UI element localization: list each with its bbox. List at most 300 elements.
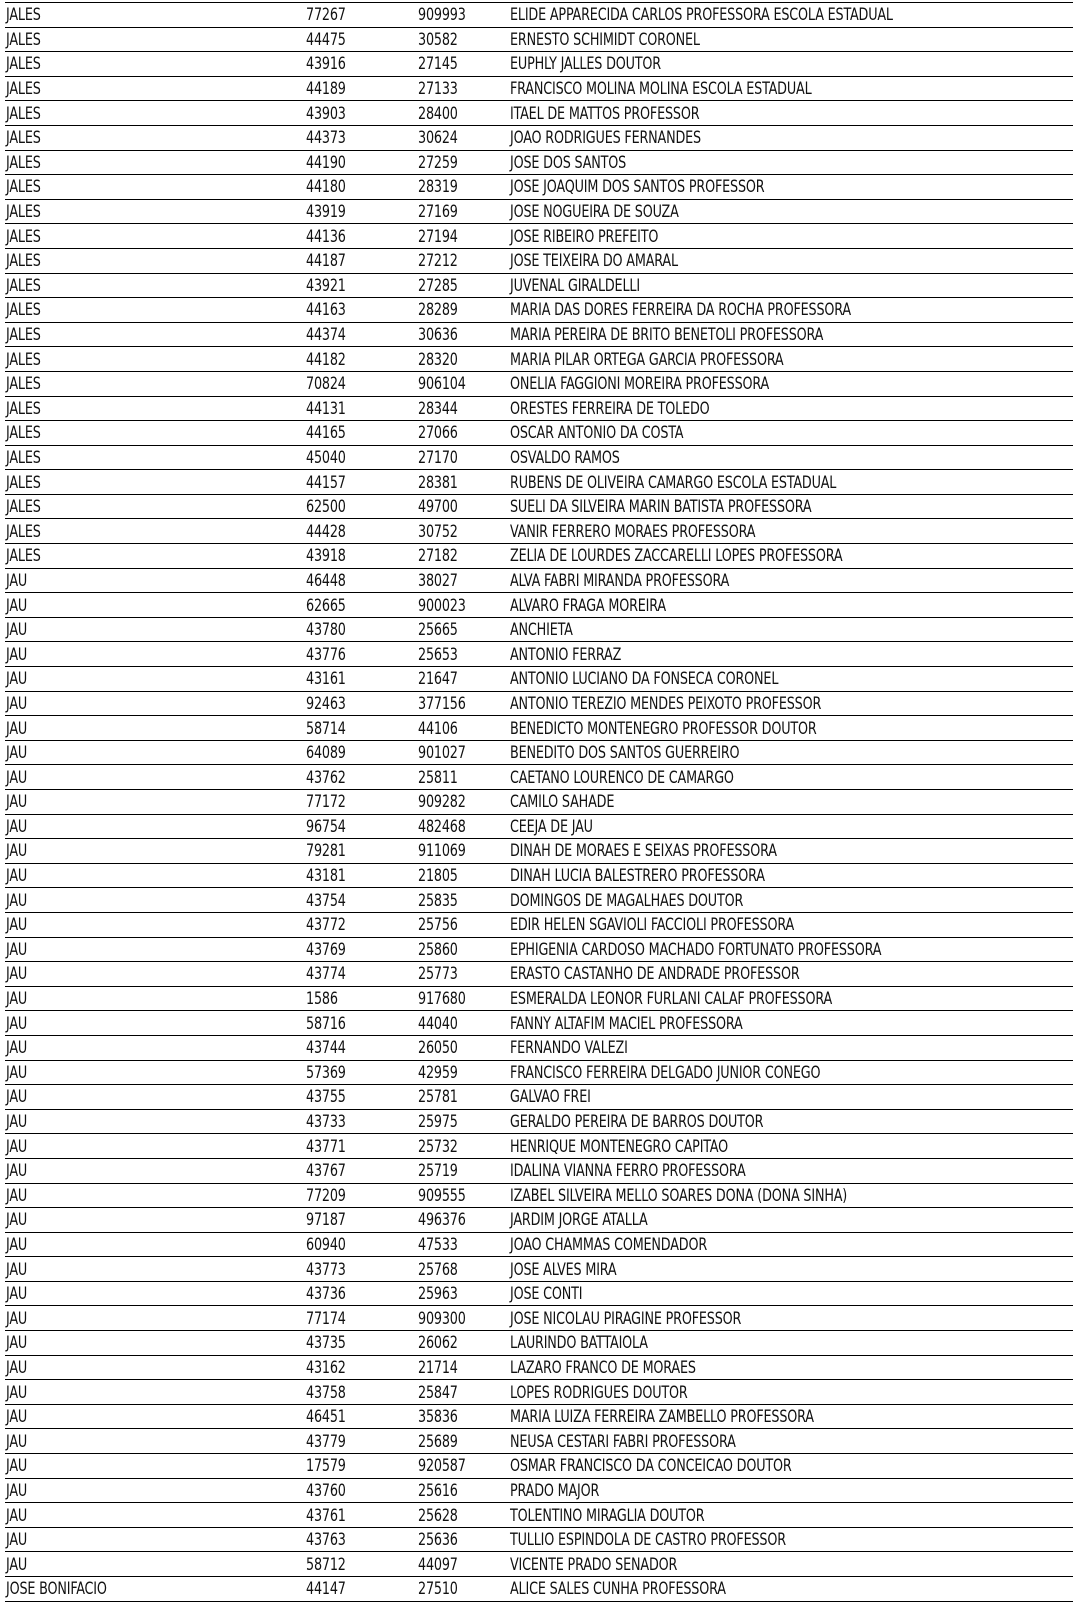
school-name-text: MARIA PEREIRA DE BRITO BENETOLI PROFESSORA (510, 325, 824, 345)
code-text: 44428 (306, 521, 346, 541)
municipality-text: JOSE BONIFACIO (6, 1579, 107, 1599)
school-id-text: 25768 (418, 1259, 458, 1279)
school-name-cell (509, 962, 1073, 987)
code-text: 44131 (306, 398, 346, 418)
code-text: 96754 (306, 816, 346, 836)
school-id-cell (417, 347, 509, 372)
school-id-text: 27259 (418, 152, 458, 172)
school-name-cell (509, 519, 1073, 544)
school-name-text: JOSE DOS SANTOS (510, 152, 627, 172)
school-id-text: 30636 (418, 325, 458, 345)
school-id-cell (417, 125, 509, 150)
municipality-text: JAU (6, 1161, 28, 1181)
municipality-text: JAU (6, 915, 28, 935)
school-id-text: 49700 (418, 497, 458, 517)
municipality-cell (5, 839, 305, 864)
municipality-cell (5, 125, 305, 150)
school-name-cell (509, 101, 1073, 126)
code-cell (305, 937, 417, 962)
municipality-cell (5, 912, 305, 937)
school-name-cell (509, 544, 1073, 569)
school-id-text: 28320 (418, 349, 458, 369)
code-text: 43758 (306, 1382, 346, 1402)
municipality-cell (5, 445, 305, 470)
table-row (5, 27, 1073, 52)
municipality-text: JALES (6, 300, 41, 320)
table-row (5, 1085, 1073, 1110)
municipality-text: JALES (6, 79, 41, 99)
code-text: 60940 (306, 1234, 346, 1254)
school-id-text: 25732 (418, 1136, 458, 1156)
school-id-text: 38027 (418, 570, 458, 590)
school-id-cell (417, 544, 509, 569)
school-id-text: 21714 (418, 1357, 458, 1377)
municipality-text: JALES (6, 226, 41, 246)
code-text: 43763 (306, 1530, 346, 1550)
school-name-cell (509, 1035, 1073, 1060)
code-text: 43779 (306, 1431, 346, 1451)
code-cell (305, 1380, 417, 1405)
school-name-cell (509, 1429, 1073, 1454)
school-name-text: ANTONIO FERRAZ (510, 644, 622, 664)
municipality-cell (5, 421, 305, 446)
school-id-text: 25835 (418, 890, 458, 910)
code-cell (305, 1454, 417, 1479)
municipality-text: JAU (6, 1136, 28, 1156)
code-cell (305, 888, 417, 913)
school-name-cell (509, 937, 1073, 962)
municipality-text: JALES (6, 152, 41, 172)
school-id-text: 909993 (418, 5, 466, 25)
municipality-text: JAU (6, 1530, 28, 1550)
school-name-text: FANNY ALTAFIM MACIEL PROFESSORA (510, 1013, 743, 1033)
table-row (5, 740, 1073, 765)
code-text: 44180 (306, 177, 346, 197)
code-cell (305, 863, 417, 888)
school-id-cell (417, 1527, 509, 1552)
school-name-cell (509, 1257, 1073, 1282)
school-name-text: DINAH LUCIA BALESTRERO PROFESSORA (510, 866, 765, 886)
school-id-text: 44106 (418, 718, 458, 738)
school-name-text: ZELIA DE LOURDES ZACCARELLI LOPES PROFESSORA (510, 546, 843, 566)
school-id-text: 28400 (418, 103, 458, 123)
school-name-cell (509, 248, 1073, 273)
code-cell (305, 1134, 417, 1159)
municipality-cell (5, 888, 305, 913)
school-id-cell (417, 740, 509, 765)
school-name-text: MARIA DAS DORES FERREIRA DA ROCHA PROFESSORA (510, 300, 851, 320)
school-name-text: DOMINGOS DE MAGALHAES DOUTOR (510, 890, 744, 910)
municipality-cell (5, 1134, 305, 1159)
code-text: 43744 (306, 1038, 346, 1058)
school-name-text: JARDIM JORGE ATALLA (510, 1210, 648, 1230)
municipality-cell (5, 642, 305, 667)
school-id-text: 26050 (418, 1038, 458, 1058)
code-cell (305, 1478, 417, 1503)
code-cell (305, 175, 417, 200)
school-id-cell (417, 224, 509, 249)
school-name-text: JOSE NOGUEIRA DE SOUZA (510, 202, 679, 222)
school-name-cell (509, 3, 1073, 28)
school-id-text: 27066 (418, 423, 458, 443)
code-text: 17579 (306, 1456, 346, 1476)
school-id-cell (417, 1478, 509, 1503)
municipality-cell (5, 1109, 305, 1134)
school-name-text: JUVENAL GIRALDELLI (510, 275, 640, 295)
school-id-cell (417, 1134, 509, 1159)
code-cell (305, 1011, 417, 1036)
school-name-cell (509, 1232, 1073, 1257)
school-id-text: 35836 (418, 1407, 458, 1427)
municipality-cell (5, 1011, 305, 1036)
code-cell (305, 1281, 417, 1306)
school-name-text: JOAO RODRIGUES FERNANDES (510, 128, 701, 148)
municipality-text: JAU (6, 1062, 28, 1082)
table-row (5, 1478, 1073, 1503)
code-cell (305, 691, 417, 716)
school-name-text: ANTONIO LUCIANO DA FONSECA CORONEL (510, 669, 779, 689)
code-text: 44190 (306, 152, 346, 172)
table-row (5, 1257, 1073, 1282)
table-row (5, 1429, 1073, 1454)
municipality-cell (5, 617, 305, 642)
school-id-cell (417, 3, 509, 28)
code-text: 43736 (306, 1284, 346, 1304)
code-cell (305, 839, 417, 864)
school-id-text: 920587 (418, 1456, 466, 1476)
code-text: 44475 (306, 29, 346, 49)
school-id-text: 25665 (418, 620, 458, 640)
municipality-cell (5, 1577, 305, 1602)
code-text: 43921 (306, 275, 346, 295)
school-name-text: EUPHLY JALLES DOUTOR (510, 54, 661, 74)
school-table-body (5, 3, 1073, 1602)
table-row (5, 125, 1073, 150)
school-id-text: 26062 (418, 1333, 458, 1353)
table-row (5, 175, 1073, 200)
school-name-cell (509, 667, 1073, 692)
school-name-cell (509, 1478, 1073, 1503)
municipality-text: JAU (6, 939, 28, 959)
school-id-cell (417, 1232, 509, 1257)
school-id-text: 27510 (418, 1579, 458, 1599)
table-row (5, 445, 1073, 470)
school-name-cell (509, 273, 1073, 298)
municipality-cell (5, 76, 305, 101)
code-text: 58714 (306, 718, 346, 738)
school-name-cell (509, 52, 1073, 77)
code-text: 62500 (306, 497, 346, 517)
table-row (5, 544, 1073, 569)
school-name-text: NEUSA CESTARI FABRI PROFESSORA (510, 1431, 736, 1451)
code-cell (305, 568, 417, 593)
code-cell (305, 421, 417, 446)
table-row (5, 691, 1073, 716)
school-name-cell (509, 691, 1073, 716)
school-name-text: JOSE JOAQUIM DOS SANTOS PROFESSOR (510, 177, 765, 197)
code-text: 58712 (306, 1554, 346, 1574)
municipality-text: JALES (6, 5, 41, 25)
table-row (5, 248, 1073, 273)
municipality-cell (5, 175, 305, 200)
school-id-text: 909282 (418, 792, 466, 812)
municipality-text: JAU (6, 841, 28, 861)
code-cell (305, 1158, 417, 1183)
code-cell (305, 1355, 417, 1380)
municipality-cell (5, 765, 305, 790)
code-cell (305, 1085, 417, 1110)
municipality-cell (5, 1158, 305, 1183)
municipality-cell (5, 962, 305, 987)
school-name-text: CAMILO SAHADE (510, 792, 615, 812)
municipality-text: JAU (6, 1431, 28, 1451)
code-text: 62665 (306, 595, 346, 615)
school-name-text: DINAH DE MORAES E SEIXAS PROFESSORA (510, 841, 777, 861)
school-name-text: JOSE ALVES MIRA (510, 1259, 617, 1279)
school-id-cell (417, 1085, 509, 1110)
municipality-text: JALES (6, 177, 41, 197)
code-text: 43767 (306, 1161, 346, 1181)
municipality-cell (5, 1552, 305, 1577)
code-cell (305, 1257, 417, 1282)
municipality-cell (5, 371, 305, 396)
municipality-text: JALES (6, 398, 41, 418)
municipality-text: JAU (6, 595, 28, 615)
school-name-cell (509, 1060, 1073, 1085)
school-id-text: 906104 (418, 374, 466, 394)
municipality-cell (5, 1331, 305, 1356)
code-text: 46451 (306, 1407, 346, 1427)
table-row (5, 1183, 1073, 1208)
code-cell (305, 1183, 417, 1208)
school-name-cell (509, 470, 1073, 495)
code-cell (305, 962, 417, 987)
school-id-cell (417, 494, 509, 519)
municipality-text: JAU (6, 743, 28, 763)
municipality-cell (5, 937, 305, 962)
municipality-text: JAU (6, 1308, 28, 1328)
code-cell (305, 371, 417, 396)
code-text: 57369 (306, 1062, 346, 1082)
municipality-text: JAU (6, 1038, 28, 1058)
school-id-cell (417, 273, 509, 298)
school-id-cell (417, 1306, 509, 1331)
code-cell (305, 494, 417, 519)
code-text: 44165 (306, 423, 346, 443)
municipality-cell (5, 593, 305, 618)
school-id-cell (417, 1035, 509, 1060)
table-row (5, 1035, 1073, 1060)
school-id-cell (417, 667, 509, 692)
table-row (5, 347, 1073, 372)
school-name-text: ANTONIO TEREZIO MENDES PEIXOTO PROFESSOR (510, 693, 822, 713)
municipality-text: JALES (6, 325, 41, 345)
table-row (5, 519, 1073, 544)
school-id-text: 27194 (418, 226, 458, 246)
school-id-cell (417, 1429, 509, 1454)
code-cell (305, 101, 417, 126)
school-id-cell (417, 1577, 509, 1602)
school-id-cell (417, 1552, 509, 1577)
table-row (5, 298, 1073, 323)
municipality-cell (5, 519, 305, 544)
table-row (5, 1404, 1073, 1429)
table-row (5, 3, 1073, 28)
code-text: 43769 (306, 939, 346, 959)
table-row (5, 593, 1073, 618)
code-text: 44374 (306, 325, 346, 345)
table-row (5, 101, 1073, 126)
school-id-text: 44097 (418, 1554, 458, 1574)
municipality-text: JALES (6, 29, 41, 49)
table-row (5, 568, 1073, 593)
school-name-text: MARIA LUIZA FERREIRA ZAMBELLO PROFESSORA (510, 1407, 814, 1427)
municipality-text: JAU (6, 1554, 28, 1574)
school-id-text: 27182 (418, 546, 458, 566)
school-id-text: 30752 (418, 521, 458, 541)
school-id-text: 25689 (418, 1431, 458, 1451)
school-name-cell (509, 1404, 1073, 1429)
school-name-text: ONELIA FAGGIONI MOREIRA PROFESSORA (510, 374, 770, 394)
school-name-cell (509, 888, 1073, 913)
municipality-cell (5, 322, 305, 347)
code-cell (305, 224, 417, 249)
school-table (5, 2, 1073, 1602)
municipality-text: JAU (6, 1407, 28, 1427)
table-row (5, 421, 1073, 446)
school-id-cell (417, 888, 509, 913)
school-name-text: HENRIQUE MONTENEGRO CAPITAO (510, 1136, 728, 1156)
school-id-text: 909555 (418, 1185, 466, 1205)
municipality-text: JAU (6, 890, 28, 910)
code-cell (305, 519, 417, 544)
code-text: 44147 (306, 1579, 346, 1599)
school-name-text: OSCAR ANTONIO DA COSTA (510, 423, 684, 443)
code-cell (305, 765, 417, 790)
school-id-cell (417, 371, 509, 396)
school-name-text: SUELI DA SILVEIRA MARIN BATISTA PROFESSORA (510, 497, 812, 517)
school-name-cell (509, 1380, 1073, 1405)
school-id-cell (417, 568, 509, 593)
school-name-cell (509, 1183, 1073, 1208)
code-cell (305, 322, 417, 347)
school-id-cell (417, 1011, 509, 1036)
municipality-cell (5, 224, 305, 249)
municipality-cell (5, 691, 305, 716)
municipality-cell (5, 1380, 305, 1405)
code-cell (305, 1577, 417, 1602)
code-text: 44373 (306, 128, 346, 148)
municipality-cell (5, 1429, 305, 1454)
code-cell (305, 1208, 417, 1233)
code-cell (305, 445, 417, 470)
municipality-text: JALES (6, 103, 41, 123)
school-name-cell (509, 1281, 1073, 1306)
school-name-text: ORESTES FERREIRA DE TOLEDO (510, 398, 710, 418)
school-id-cell (417, 765, 509, 790)
table-row (5, 371, 1073, 396)
school-id-text: 27285 (418, 275, 458, 295)
school-id-cell (417, 1109, 509, 1134)
school-name-text: ELIDE APPARECIDA CARLOS PROFESSORA ESCOLA ESTADUAL (510, 5, 893, 25)
code-text: 46448 (306, 570, 346, 590)
school-id-cell (417, 199, 509, 224)
table-row (5, 150, 1073, 175)
school-name-cell (509, 814, 1073, 839)
code-cell (305, 347, 417, 372)
school-name-cell (509, 790, 1073, 815)
school-name-cell (509, 1109, 1073, 1134)
school-id-cell (417, 1281, 509, 1306)
school-name-text: CEEJA DE JAU (510, 816, 593, 836)
table-row (5, 1011, 1073, 1036)
school-name-text: LAZARO FRANCO DE MORAES (510, 1357, 696, 1377)
municipality-text: JALES (6, 472, 41, 492)
municipality-cell (5, 1281, 305, 1306)
code-cell (305, 199, 417, 224)
school-name-cell (509, 839, 1073, 864)
school-name-cell (509, 421, 1073, 446)
table-row (5, 617, 1073, 642)
code-text: 44187 (306, 251, 346, 271)
school-id-cell (417, 691, 509, 716)
municipality-text: JALES (6, 497, 41, 517)
municipality-text: JAU (6, 1480, 28, 1500)
municipality-text: JAU (6, 866, 28, 886)
school-id-text: 21805 (418, 866, 458, 886)
school-id-text: 25811 (418, 767, 458, 787)
municipality-text: JAU (6, 693, 28, 713)
school-id-cell (417, 1208, 509, 1233)
municipality-text: JAU (6, 1259, 28, 1279)
code-text: 92463 (306, 693, 346, 713)
code-text: 58716 (306, 1013, 346, 1033)
municipality-cell (5, 248, 305, 273)
municipality-text: JALES (6, 423, 41, 443)
municipality-text: JAU (6, 1013, 28, 1033)
code-cell (305, 273, 417, 298)
table-row (5, 1577, 1073, 1602)
school-name-text: MARIA PILAR ORTEGA GARCIA PROFESSORA (510, 349, 784, 369)
table-row (5, 76, 1073, 101)
code-cell (305, 1404, 417, 1429)
table-row (5, 1552, 1073, 1577)
municipality-text: JAU (6, 1505, 28, 1525)
code-cell (305, 740, 417, 765)
school-name-text: FRANCISCO MOLINA MOLINA ESCOLA ESTADUAL (510, 79, 812, 99)
municipality-text: JAU (6, 792, 28, 812)
school-name-text: JOSE RIBEIRO PREFEITO (510, 226, 659, 246)
code-text: 44182 (306, 349, 346, 369)
table-row (5, 52, 1073, 77)
code-cell (305, 248, 417, 273)
school-name-cell (509, 593, 1073, 618)
code-cell (305, 125, 417, 150)
school-name-text: TULLIO ESPINDOLA DE CASTRO PROFESSOR (510, 1530, 786, 1550)
school-name-text: ANCHIETA (510, 620, 573, 640)
code-cell (305, 27, 417, 52)
table-row (5, 667, 1073, 692)
school-name-text: ERASTO CASTANHO DE ANDRADE PROFESSOR (510, 964, 800, 984)
school-name-text: BENEDICTO MONTENEGRO PROFESSOR DOUTOR (510, 718, 817, 738)
school-name-text: OSVALDO RAMOS (510, 447, 620, 467)
municipality-text: JAU (6, 1087, 28, 1107)
municipality-cell (5, 1232, 305, 1257)
school-name-text: ITAEL DE MATTOS PROFESSOR (510, 103, 700, 123)
school-id-cell (417, 150, 509, 175)
municipality-cell (5, 1355, 305, 1380)
municipality-cell (5, 1085, 305, 1110)
